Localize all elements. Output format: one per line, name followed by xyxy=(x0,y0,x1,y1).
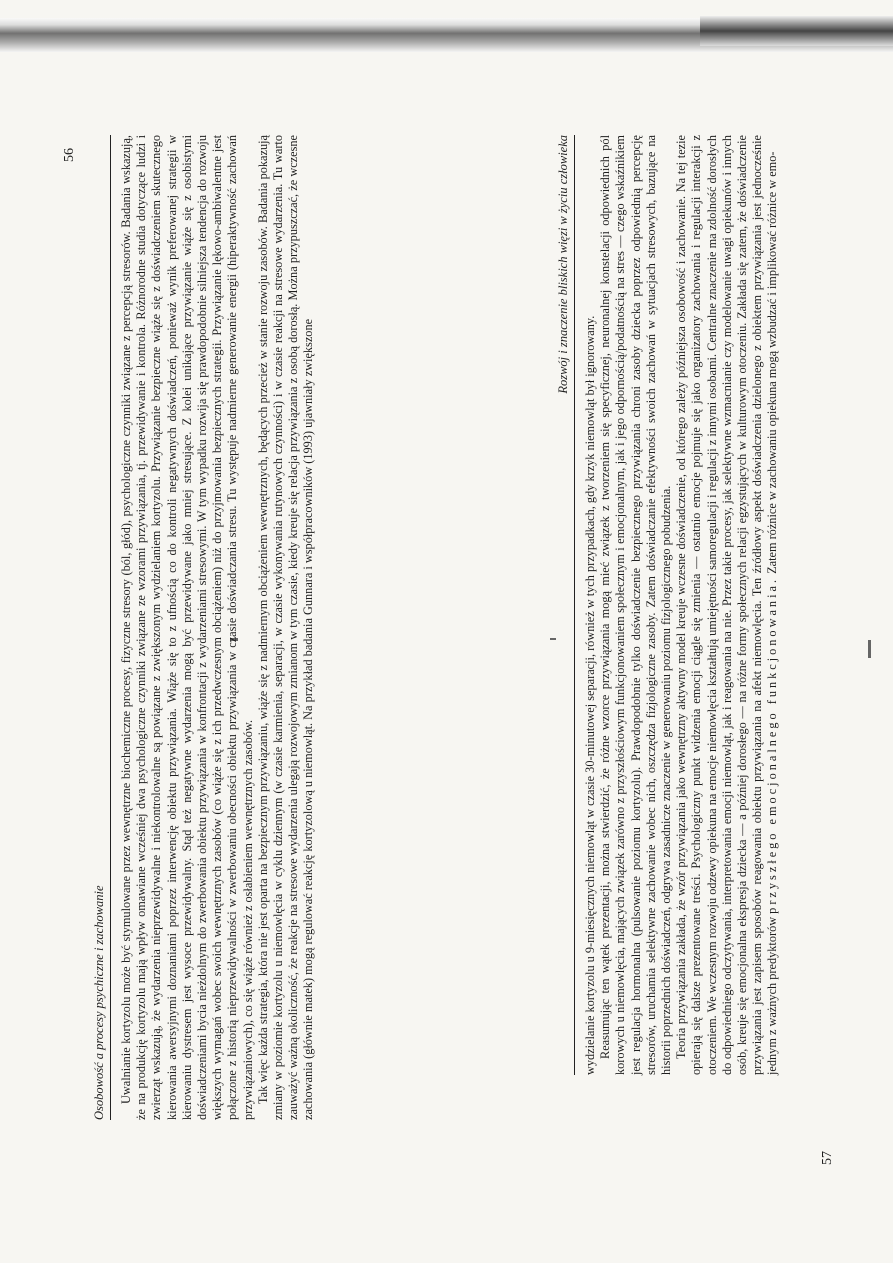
running-header-left: Osobowość a procesy psychiczne i zachowanie xyxy=(92,135,111,1120)
left-page-body xyxy=(119,135,317,1120)
page-number-left: 56 xyxy=(62,148,77,162)
paragraph-text: Zatem różnice w zachowaniu opiekuna mogą wzbudzać i implikować różnice w emo- xyxy=(765,151,780,574)
spaced-emphasis: przyszłego emocjonalnego funkcjonowania. xyxy=(765,576,780,914)
left-page xyxy=(92,135,452,1120)
paragraph: Reasumując ten wątek prezentacji, można stwierdzić, że różne wzorce przywiązania mogą mieć związek z tworzeniem się specyficznej, neuronalnej konstelacji odpowiednich pól korowych u niemowlęcia, mających związek zarówno z przyszłościowym funkcjonowaniem społecznym i emocjonalnym, jak i jego odpornością/podatnością na stres — czego wskaźnikiem jest regulacja hormonalna (pulsowanie poziomu kortyzolu). Prawdopodobnie tylko doświadczenie bezpiecznego przywiązania chroni zasoby dziecka poprzez odpowiednią percepcję stresorów, uruchamia selektywne zachowanie wobec nich, oszczędza fizjologiczne zasoby. Zatem doświadczanie efektywności swoich zachowań w sytuacjach stresowych, bazujące na historii poprzednich doświadczeń, odgrywa zasadnicze znaczenie w generowaniu poziomu fizjologicznego pobudzenia. xyxy=(598,135,674,1075)
page-number-right: 57 xyxy=(820,1151,835,1165)
scan-edge-shadow-right xyxy=(700,16,893,46)
paragraph xyxy=(674,135,780,1075)
right-page-body xyxy=(583,135,781,1075)
paragraph-text: Teoria przywiązania zakłada, że wzór przywiązania jako wewnętrzny aktywny model kreuje wczesne doświadczenie, od którego zależy późniejsza osobowość i zachowanie. Na tej tezie opierają się dalsze prezentowane treści. Psychologiczny punkt widzenia emocji ciągle się zmienia — ostatnio emocje pojmuje się jako organizatory zachowania i regulacji interakcji z otoczeniem. We wczesnym rozwoju odzewy opiekuna na emocje niemowlęcia kształtują umiejętności samoregulacji i regulacji z innymi osobami. Centralne znaczenie ma zdolność dorosłych do odpowiedniego odczytywania, interpretowania emocji niemowląt, jak i reagowania na nie. Przez takie procesy, jak selektywne wzmacnianie czy modelowanie uwagi opiekunów i innych osób, kreuje się emocjonalna ekspresja dziecka — a później dorosłego — na różne formy społecznych relacji egzystujących w kulturowym otoczeniu. Zakłada się zatem, że doświadczenie przywiązania jest zapisem sposobów reagowania obiektu przywiązania na afekt niemowlęcia. Ten źródłowy aspekt doświadczenia dzielonego z obiektem przywiązania jest jednocześnie jednym z ważnych predyktorów xyxy=(674,135,780,1075)
paragraph: Uwalnianie kortyzolu może być stymulowane przez wewnętrzne biochemiczne procesy, fizyczne stresory (ból, głód), psychologiczne czynniki związane z percepcją stresorów. Badania wskazują, że na produkcję kortyzolu mają wpływ omawiane wcześniej dwa psychologiczne czynniki związane ze wzorami przywiązania, tj. przewidywanie i kontrola. Różnorodne studia dotyczące ludzi i zwierząt wskazują, że wydarzenia nieprzewidywalne i niekontrolowalne są powiązane z zwiększonym wydzielaniem kortyzolu. Przywiązanie bezpieczne wiąże się z doświadczeniem skutecznego kierowania awersyjnymi doznaniami poprzez interwencję obiektu przywiązania. Wiąże się to z ufnością co do kontroli negatywnych doświadczeń, ponieważ wynik preferowanej strategii w kierowaniu dystresem jest wysoce przewidywalny. Stąd też negatywne wydarzenia mogą być przewidywane jako mniej stresujące. Z kolei unikające przywiązanie wiąże się z osobistymi doświadczeniami bycia nieżdolnym do zwerbowania obiektu przywiązania w konfrontacji z wydarzeniami stresowymi. W tym wypadku rozwija się prawdopodobnie silniejsza tendencja do rozwoju większych wymagań wobec swoich wewnętrznych zasobów (co wiąże się z ich przedwczesnym obciążeniem) niż do przyjmowania bezpiecznych strategii. Przywiązanie lękowo-ambiwalentne jest połączone z historią nieprzewidywalności w zwerbowaniu obecności obiektu przywiązania w czasie doświadczania stresu. Tu występuje nadmierne generowanie energii (hiperaktywność zachowań przywiązaniowych), co się wiąże również z osłabieniem wewnętrznych zasobów. xyxy=(119,135,255,1120)
scan-speck xyxy=(868,640,871,658)
paragraph: wydzielanie kortyzolu u 9-miesięcznych niemowląt w czasie 30-minutowej separacji, również w tych przypadkach, gdy krzyk niemowląt był ignorowany. xyxy=(583,315,597,1075)
paragraph: Tak więc każda strategia, która nie jest oparta na bezpiecznym przywiązaniu, wiąże się z nadmiernym obciążeniem wewnętrznych, będących przecież w stanie rozwoju zasobów. Badania pokazują zmiany w poziomie kortyzolu u niemowlęcia w cyklu dziennym (w czasie karmienia, separacji, w czasie wykonywania rutynowych czynności) i w czasie reakcji na stresowe wydarzenia. Tu warto zauważyć ważną okoliczność, że reakcje na stresowe wydarzenia ulegają rozwojowym zmianom w tym czasie, kiedy kreuje się relacja przywiązania z osobą dorosłą. Można przypuszczać, że wczesne zachowania (głównie matek) mogą regulować reakcję kortyzolową u niemowląt. Na przykład badania Gunnara i współpracowników (1993) ujawniały zwiększone xyxy=(255,135,316,1120)
right-page xyxy=(556,135,780,1075)
running-header-right: Rozwój i znaczenie bliskich więzi w życiu człowieka xyxy=(556,135,575,1075)
